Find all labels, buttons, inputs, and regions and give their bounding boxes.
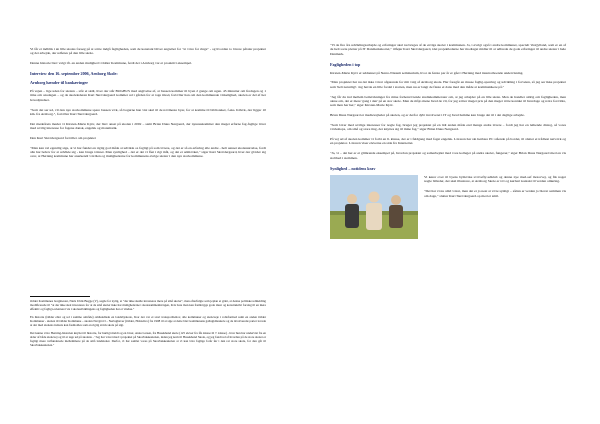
footnotes [30, 296, 266, 353]
section-heading: Synlighed – notidens krav [330, 165, 376, 171]
interview-heading: Interview den 16. september 2006, Arnborg Skole: [30, 71, 118, 77]
person-3 [389, 195, 403, 228]
body-paragraph: "Som det ser ud, vil den nye storkommune spare bussen væk, så bogørne han vist skal til de nærmeste byer, for at komme til biblioteket, f.eks. Kibæk, der ligger 10 km. fra Arnborg.", fortæller Kurt Skrædergaard. [30, 107, 266, 116]
people-photo [330, 175, 418, 239]
body-paragraph: På vej ud af skolen kommer vi forbi en 6. klasse, der er i fuldgang med faget engelsk. Læreren har sin hørbare PC stående på bordet, til sluttet et trådløst netværk og en projektor. Læreren viser eleverne en side fra Internettet. [330, 137, 566, 146]
body-paragraph: Brian Duus Nørgaard er medievejleder på skolen, og er derfor dybt involveret i IT og hvad hamme kan bruge det til i det daglige arbejde. [330, 113, 525, 118]
photo-section [330, 175, 566, 198]
top-quote: "Vi de fire års udviklingsarbejde og erfaringer skal nu bruges af de øvrige skoler i kommunen. Ja, i øvrigt også i andre kommuner, specielt Vestjylland, som er en af de helt sorte pletter på IT Danmarkskortet," tilføjer Kurt Skrædergaard, idet projektlederne har modtaget midler til at udbrede de gode erfaringer til andre skoler i hele Danmark. [330, 43, 566, 56]
body-paragraph: "Man kan vel egentlig sige, at vi har fundet en rigtig god måde at udvikle os fagligt på som lærere, og det er så en erfaring alle andre - helt uanset skolestørrelse, fordi alle har behov for at udvikle sig - kan bruge tænner. Men synlighed – det er det vi fået i rigt mål, og det er udmærket," siger Kurt Skrædergaard, hver der glæder sig over, at Herning kommune har anerkendt værdien og mulighederne for kommunens øvrige skoler i den nye storkommune. [30, 145, 266, 159]
footnote: Odder Kommunes borgmester, Niels Ulrik Bugge (V), sagde for nylig, at "der ikke skulle investeres mere på små skoler", men efterfulgte som jeplan et grint, at denne politiske udmelding modificerede til "at der ikke skal investeres for at de små skoler ikke har mulighederne i skolesammenhængen, hvis bare man kan fremlægge gode ideer og konstruktivt forslag til en mere effektiv og fagligt-orienteret vis i skoleudviklingens og fagligheden har et vindue." [30, 299, 266, 311]
body-paragraph: Den Kurt Skrædergaard fortæller om projektet [30, 135, 96, 140]
body-paragraph: På vejen – lige uden for skolen – står et skilt, hver der står BOGBUS med angivelse af, at bussen kommer til byen 2 gange om ugen. 45 minutter om fredagen og 1 time om onsdagen – og da skolelederen Kurt Skrædergaard kommer ud i gården for at tage imod, fortæller han om den kommunale virkelighed, skolen er del af her hovedpladser. [30, 89, 266, 102]
subheading: Arnborg hænder til bankæringer [30, 80, 89, 86]
body-paragraph: Det mødeårets møder vi Kirsten-Marie Kjær, der blev ansat på skolen i 2002 – samt Brian Duus Nørgaard, der nyuuuskommer den meget erfarne fag-faglige lærer med særlig interesse for fagene dansk, engelsk og matematik. [30, 121, 266, 131]
body-paragraph: "Man projektet har nu det ikke været afgørende for mit valg af Arnborg skole. Her foregår en masse faglig-sparring og udvikling i forveien, så jeg ser ikke projektet som 'helt naturligt'. Jeg havde en lille fordel i starten, men nu er langt de fleste et dans med den måde at kommunikere på." [330, 80, 566, 89]
footnote: Det kunne være Herning-historien knyttet til historie, for hurtigt meldt og en lærer, Anna Larsen, fra Husekhand skole (125 elever fra fås klasse til 7. klasse) - hver hun har undervist fra en alder af både skolevej og til at tage ud på skolens - "Jeg har været med i projektet på Skovbakkeskolen, inden jeg kom til Husekhand Skole, og jeg fandt ud af hvordan på de store skoler er fagligt mere velfunderede mellemmere på de små landskoler. Derfor, vi har samlet vores på Skovbakkeskolen at vi kan lære faglige forår før i den ret store skole, for den går til Skovbakkeskolen." [30, 331, 266, 348]
left-column [30, 47, 266, 164]
footnote-rule [30, 296, 90, 297]
body-paragraph: "Jeg får du ind mellem bemærkninger fra mine forhenværende studiekammerater om, at jeg arbejder på en lille skole. Men de handler aldrig om fagligheden, men alene om, det er mere 'gang i den' på en stor skole. Men de måjo mene hvad de vil, for jeg sætter meget pris på den meget tætte kontakt til hverdage og nære forældre, som men har her," siger Kirsten-Marie Kjær. [330, 94, 566, 108]
body-paragraph: "Ja, vi – det her er et glimrende eksempel på, hvordan projektet og samarbejdet med vore kolleger på andre skoler, fungerer," siger Brian Duus Nørgaard med en vis stolthed i stemmen. [330, 151, 566, 160]
person-1 [345, 194, 359, 228]
footnote: En historie (Odder eller og ud i samme område) omhandlede en landsbyskole, hvor der var et stort transportbehov, alle kommuner og skoleveje i rolleformed samt en anden Odder Kommuner - skolen til Odder Kommune – skolen Navgtvæl – Nerlaghaver (Odder, Holstebro) fra 1908 til at sige at dette blev kommunens gallagiddeskole og de involverede parter lovede at der med skolens indsats kan fastholdes som en rigtig stærk skole på sigt. [30, 315, 266, 328]
body-paragraph: "Som lærer med særlige interesser for nogle fag, bruger jeg projektet på en lidt anden måde end mange andre lærere – fordi jeg har en lethende dialog, så vores værkshops, om små og store ting, der knyttes sig til mine fag," siger Brian Duus Nørgaard. [330, 122, 566, 132]
right-column [330, 43, 566, 242]
body-paragraph: "Det har vi nu altid været, men det er jo neat at være synligt – sådan er verden jo blevet sammen vis om dage," slutter Kurt Skrædergaard.op med et smil. [424, 189, 566, 198]
intro-paragraph: Vi får et indblik i én lille skoles forsøg på at sætte indgå fagligheden, som de konstant bliver angrebet for "at være for ringe" - og hvordan to lærere påtaler projektet og det arbejde, der udføres på den lille skole. [30, 47, 266, 56]
body-paragraph: Vi kører over til byens bymærke svævefly-udklub og denne nye med-sef motorvej, og fik noget nogle billeder, der skal illustrere, at Arnborg Skole er tæt og kørbart kontakt til verden omkring. [424, 174, 566, 183]
intro-paragraph: Denne historie blev valgt ift. en anden mulighed i Odder Kommune, ferdi det i Arnborg var et proaktivt eksempel. [30, 61, 192, 66]
photo-illustration [330, 175, 418, 239]
section-heading: Fagligheden i top [330, 61, 361, 67]
body-paragraph: Kirsten-Marie Kjær er uddannet på Nørre-Nissum seminarium, hvor de første par år er gået i Herning med internatboende undervisning. [330, 70, 524, 75]
right-page [300, 0, 600, 424]
